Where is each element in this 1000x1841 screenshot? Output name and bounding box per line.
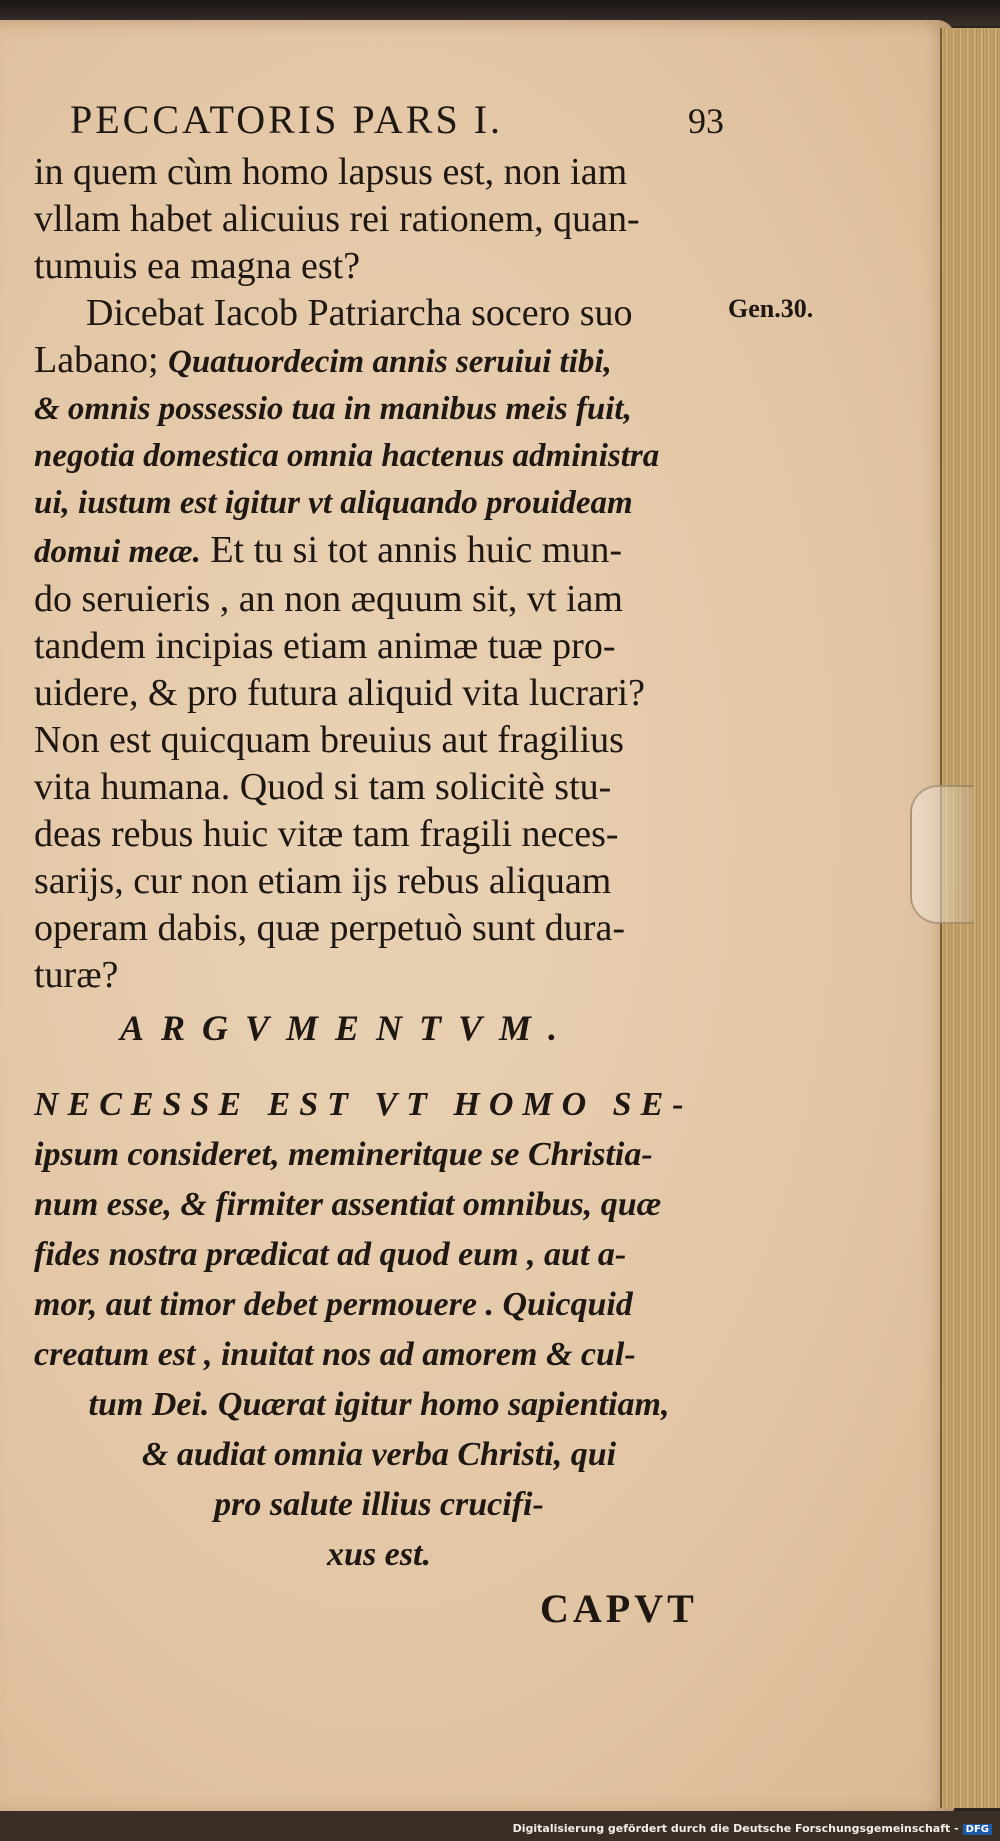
quote-line: & omnis possessio tua in manibus meis fuit, [34,391,632,427]
text-line: turæ? [34,954,119,996]
text-line [34,527,724,576]
argument-line: fides nostra prædicat ad quod eum , aut a- [34,1236,627,1273]
quote-line: negotia domestica omnia hactenus administra [34,438,660,474]
quote-span: domui meæ. [34,534,201,570]
text-line: tumuis ea magna est? [34,245,361,287]
text-span: Et tu si tot annis huic mun- [210,529,622,571]
text-line: uidere, & pro futura aliquid vita lucrari? [34,672,645,714]
credit-text: Digitalisierung gefördert durch die Deutsche Forschungsgemeinschaft - [512,1822,959,1835]
argument-line: tum Dei. Quærat igitur homo sapientiam, [88,1386,670,1423]
text-line: tandem incipias etiam animæ tuæ pro- [34,625,616,667]
argument-line: mor, aut timor debet permouere . Quicquid [34,1286,633,1323]
margin-note: Gen.30. [728,294,814,323]
folio-number: 93 [688,101,724,141]
text-line: in quem cùm homo lapsus est, non iam [34,151,628,193]
argument-line: creatum est , inuitat nos ad amorem & cul- [34,1336,636,1373]
running-title: PECCATORIS PARS I. [70,97,504,142]
text-line: vita humana. Quod si tam solicitè stu- [34,766,612,808]
dfg-logo: DFG [963,1824,992,1835]
text-line: deas rebus huic vitæ tam fragili neces- [34,813,619,855]
argument-text [34,1080,724,1580]
quote-line: ui, iustum est igitur vt aliquando prouideam [34,485,633,521]
text-line: Non est quicquam breuius aut fragilius [34,719,624,761]
text-line [34,337,724,386]
argument-line: ipsum consideret, memineritque se Christia- [34,1136,653,1173]
digitization-credit [513,1822,992,1835]
quote-span: Quatuordecim annis seruiui tibi, [168,344,612,380]
text-line: Dicebat Iacob Patriarcha socero suo [86,292,633,334]
text-line: vllam habet alicuius rei rationem, quan- [34,198,640,240]
main-text [34,92,724,999]
text-span: Labano; [34,339,159,381]
text-line: sarijs, cur non etiam ijs rebus aliquam [34,860,612,902]
argument-line: xus est. [327,1536,431,1573]
page-clip [910,785,974,924]
argument-line: num esse, & firmiter assentiat omnibus, quæ [34,1186,662,1223]
catchword: CAPVT [540,1586,698,1631]
text-line: operam dabis, quæ perpetuò sunt dura- [34,907,625,949]
argument-line: pro salute illius crucifi- [214,1486,544,1523]
argument-line: & audiat omnia verba Christi, qui [141,1436,617,1473]
argument-line: NECESSE EST VT HOMO SE- [34,1086,693,1123]
running-header [34,92,724,149]
argument-title: ARGVMENTVM. [120,1008,575,1048]
text-line: do seruieris , an non æquum sit, vt iam [34,578,623,620]
